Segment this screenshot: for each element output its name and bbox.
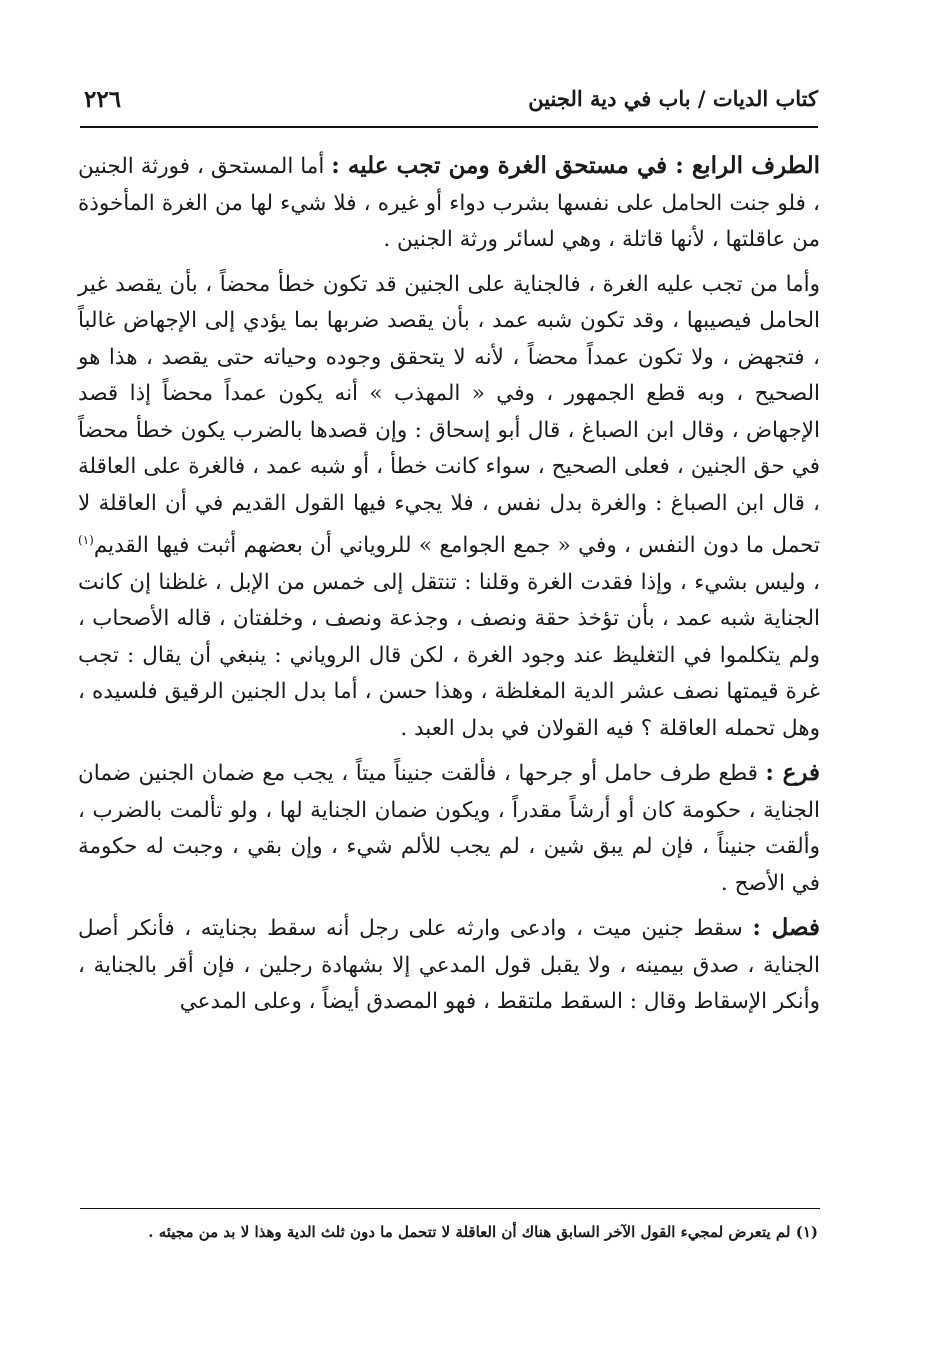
running-header <box>80 82 818 128</box>
main-text <box>78 148 820 1021</box>
paragraph-text-continued: ، وليس بشيء ، وإذا فقدت الغرة وقلنا : تنتقل إلى خمس من الإبل ، غلظنا إن كانت الجناية شبه عمد ، بأن تؤخذ حقة ونصف ، وجذعة ونصف ، وخلفتان ، قاله الأصحاب ، ولم يتكلموا في التغليظ عند وجود الغرة ، لكن قال الروياني : ينبغي أن يقال : تجب غرة قيمتها نصف عشر الدية المغلظة ، وهذا حسن ، أما بدل الجنين الرقيق فلسيده ، وهل تحمله العاقلة ؟ فيه القولان في بدل العبد . <box>78 569 820 741</box>
subsection-heading: فصل : <box>752 914 820 942</box>
footnote-reference[interactable]: (١) <box>78 533 94 547</box>
running-title: كتاب الديات / باب في دية الجنين <box>528 86 818 111</box>
paragraph-3 <box>78 755 820 902</box>
paragraph-text: قطع طرف حامل أو جرحها ، فألقت جنيناً ميتاً ، يجب مع ضمان الجنين ضمان الجناية ، حكومة كان أو أرشاً مقدراً ، ويكون ضمان الجناية لها ، ولو تألمت بالضرب ، وألقت جنيناً ، فإن لم يبق شين ، لم يجب للألم شيء ، وإن بقي ، وجبت له حكومة في الأصح . <box>78 761 820 896</box>
paragraph-text: وأما من تجب عليه الغرة ، فالجناية على الجنين قد تكون خطأ محضاً ، بأن يقصد غير الحامل فيصيبها ، وقد تكون شبه عمد ، بأن يقصد ضربها بما يؤدي إلى الإجهاض غالباً ، فتجهض ، ولا تكون عمداً محضاً ، لأنه لا يتحقق وجوده وحياته حتى يقصد ، هذا هو الصحيح ، وبه قطع الجمهور ، وفي « المهذب » أنه يكون عمداً محضاً إذا قصد الإجهاض ، وقال ابن الصباغ ، قال أبو إسحاق : وإن قصدها بالضرب يكون خطأ محضاً في حق الجنين ، فعلى الصحيح ، سواء كانت خطأ ، أو شبه عمد ، فالغرة على العاقلة ، قال ابن الصباغ : والغرة بدل نفس ، فلا يجيء فيها القول القديم في أن العاقلة لا تحمل ما دون النفس ، وفي « جمع الجوامع » للروياني أن بعضهم أثبت فيها القديم <box>78 271 820 559</box>
page-number: ٢٢٦ <box>84 86 122 113</box>
section-heading: الطرف الرابع : في مستحق الغرة ومن تجب عليه : <box>331 152 820 179</box>
footnote <box>74 1218 818 1246</box>
paragraph-text: سقط جنين ميت ، وادعى وارثه على رجل أنه سقط بجنايته ، فأنكر أصل الجناية ، صدق بيمينه ، ولا يقبل قول المدعي إلا بشهادة رجلين ، فإن أقر بالجناية ، وأنكر الإسقاط وقال : السقط ملتقط ، فهو المصدق أيضاً ، وعلى المدعي <box>78 916 820 1015</box>
paragraph-2 <box>78 267 820 748</box>
footnote-text: لم يتعرض لمجيء القول الآخر السابق هناك أن العاقلة لا تتحمل ما دون ثلث الدية وهذا لا بد من مجيئه . <box>148 1223 796 1241</box>
paragraph-text: أما المستحق ، فورثة الجنين ، فلو جنت الحامل على نفسها بشرب دواء أو غيره ، فلا شيء لها من الغرة المأخوذة من عاقلتها ، لأنها قاتلة ، وهي لسائر ورثة الجنين . <box>78 154 820 252</box>
paragraph-4 <box>78 910 820 1021</box>
footnote-marker: (١) <box>795 1223 818 1241</box>
paragraph-1 <box>78 148 820 259</box>
footnote-separator <box>80 1208 820 1209</box>
subsection-heading: فرع : <box>765 759 820 787</box>
